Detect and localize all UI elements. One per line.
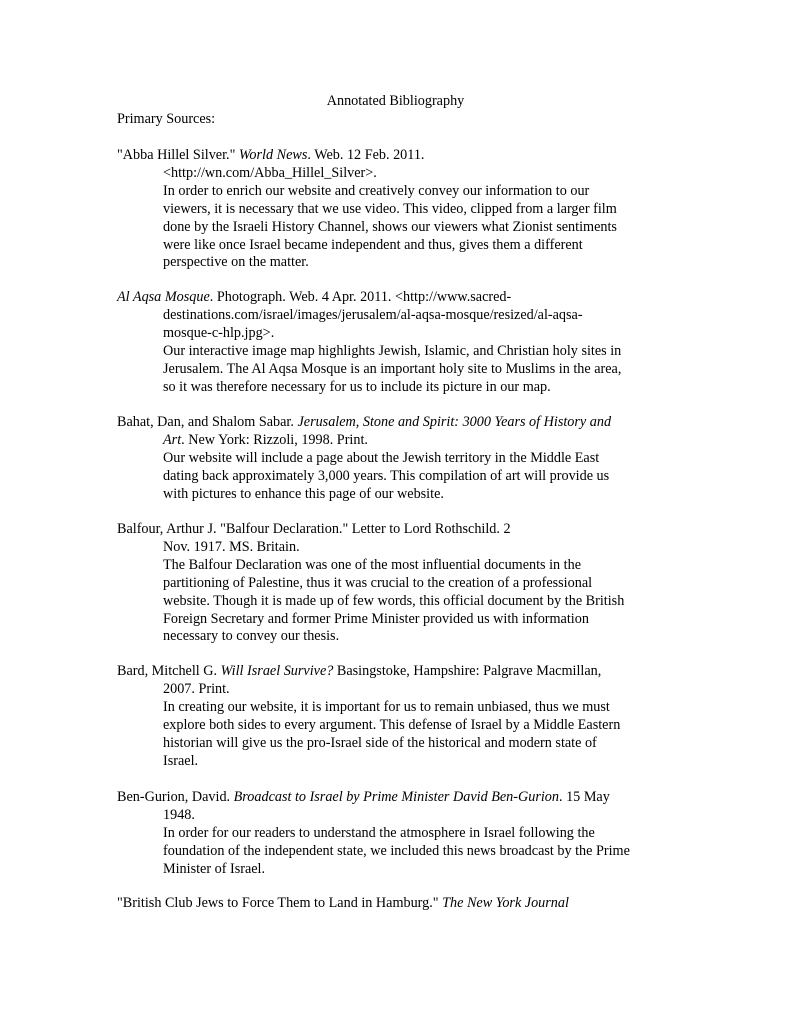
citation-title: Art: [163, 431, 182, 448]
citation-title: Jerusalem, Stone and Spirit: 3000 Years of History and: [297, 414, 612, 430]
annotation-line: Jerusalem. The Al Aqsa Mosque is an important holy site to Muslims in the area,: [163, 360, 622, 377]
citation-text: 1948.: [163, 806, 195, 823]
section-heading: Primary Sources:: [117, 111, 216, 127]
bibliography-entry: [117, 663, 679, 770]
annotation-line: partitioning of Palestine, thus it was crucial to the creation of a professional: [163, 574, 593, 591]
citation-text: Nov. 1917. MS. Britain.: [163, 538, 300, 555]
citation-line: [117, 325, 679, 343]
citation-text: . New York: Rizzoli, 1998. Print.: [181, 431, 368, 448]
bibliography-entry: [117, 789, 679, 879]
citation-line: [117, 789, 679, 807]
citation-line: [117, 663, 679, 681]
citation-line: [117, 895, 679, 913]
citation-text: Balfour, Arthur J. "Balfour Declaration." Letter to Lord Rothschild. 2: [117, 521, 511, 537]
annotation-line: Our website will include a page about the Jewish territory in the Middle East: [163, 449, 600, 466]
annotation-line: website. Though it is made up of few words, this official document by the British: [163, 592, 625, 609]
citation-line: [117, 681, 679, 699]
annotation-line: In order to enrich our website and creatively convey our information to our: [163, 182, 590, 199]
annotation-line: Israel.: [163, 752, 199, 769]
citation-text: <http://wn.com/Abba_Hillel_Silver>.: [163, 164, 377, 181]
citation-text: "British Club Jews to Force Them to Land in Hamburg.": [117, 895, 443, 911]
annotation-line: foundation of the independent state, we included this news broadcast by the Prime: [163, 842, 630, 859]
citation-text: mosque-c-hlp.jpg>.: [163, 324, 275, 341]
bibliography-entry: [117, 289, 679, 396]
annotation-line: In creating our website, it is important for us to remain unbiased, thus we must: [163, 698, 610, 715]
annotation-line: Our interactive image map highlights Jewish, Islamic, and Christian holy sites in: [163, 342, 622, 359]
citation-line: [117, 307, 679, 325]
citation-text: 2007. Print.: [163, 680, 230, 697]
annotation-line: viewers, it is necessary that we use video. This video, clipped from a larger film: [163, 200, 617, 217]
citation-line: [117, 539, 679, 557]
annotation-line: necessary to convey our thesis.: [163, 628, 340, 645]
bibliography-entry: [117, 521, 679, 646]
citation-text: Bard, Mitchell G.: [117, 663, 221, 679]
citation-text: Ben-Gurion, David.: [117, 789, 234, 805]
citation-text: . 15 May: [558, 789, 610, 805]
annotation-line: Foreign Secretary and former Prime Minister provided us with information: [163, 610, 589, 627]
citation-text: Bahat, Dan, and Shalom Sabar.: [117, 414, 298, 430]
annotation-line: explore both sides to every argument. This defense of Israel by a Middle Eastern: [163, 716, 621, 733]
citation-line: [117, 432, 679, 450]
citation-text: . Photograph. Web. 4 Apr. 2011. <http://www.sacred-: [209, 289, 512, 305]
citation-text: Basingstoke, Hampshire: Palgrave Macmillan,: [333, 663, 602, 679]
citation-line: [117, 147, 679, 165]
citation-text: "Abba Hillel Silver.": [117, 147, 239, 163]
citation-title: World News: [238, 147, 308, 163]
citation-title: Al Aqsa Mosque: [117, 289, 210, 305]
bibliography-entry: [117, 414, 679, 504]
annotation-line: perspective on the matter.: [163, 254, 309, 271]
annotation-line: In order for our readers to understand the atmosphere in Israel following the: [163, 824, 595, 841]
citation-title: The New York Journal: [442, 895, 569, 911]
document-title: Annotated Bibliography: [326, 93, 465, 109]
bibliography-entry: [117, 147, 679, 272]
annotation-line: dating back approximately 3,000 years. This compilation of art will provide us: [163, 467, 610, 484]
annotation-line: The Balfour Declaration was one of the most influential documents in the: [163, 556, 582, 573]
citation-line: [117, 414, 679, 432]
annotation-line: so it was therefore necessary for us to include its picture in our map.: [163, 378, 551, 395]
annotation-line: were like once Israel became independent and thus, gives them a different: [163, 236, 583, 253]
citation-text: . Web. 12 Feb. 2011.: [307, 147, 425, 163]
annotation-line: done by the Israeli History Channel, shows our viewers what Zionist sentiments: [163, 218, 617, 235]
citation-line: [117, 289, 679, 307]
citation-text: destinations.com/israel/images/jerusalem/al-aqsa-mosque/resized/al-aqsa-: [163, 306, 583, 323]
citation-line: [117, 165, 679, 183]
annotation-line: historian will give us the pro-Israel side of the historical and modern state of: [163, 734, 597, 751]
citation-line: [117, 521, 679, 539]
annotation-line: Minister of Israel.: [163, 860, 266, 877]
bibliography-entry: [117, 895, 679, 913]
citation-title: Broadcast to Israel by Prime Minister David Ben-Gurion: [233, 789, 559, 805]
annotation-line: with pictures to enhance this page of our website.: [163, 485, 444, 502]
citation-title: Will Israel Survive?: [220, 663, 334, 679]
citation-line: [117, 807, 679, 825]
